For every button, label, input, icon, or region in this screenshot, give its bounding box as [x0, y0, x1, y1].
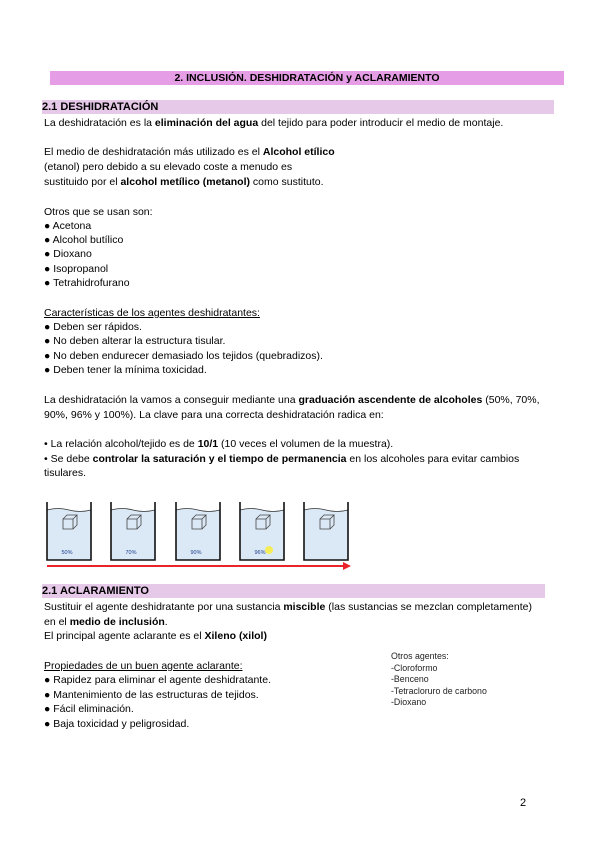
- arrow-head: [343, 562, 351, 570]
- graduation-line-1: La deshidratación la vamos a conseguir mediante una graduación ascendente de alcoholes (50%, 70%,: [44, 394, 540, 406]
- list-item: ● No deben alterar la estructura tisular.: [44, 335, 226, 347]
- list-item: ● Deben ser rápidos.: [44, 321, 142, 333]
- aclaramiento-line-2: en el medio de inclusión.: [44, 616, 168, 628]
- beaker-label: 96%: [254, 550, 266, 556]
- alcohol-fill: [304, 509, 348, 561]
- other-agents-note: [391, 651, 487, 709]
- list-item: ● No deben endurecer demasiado los tejidos (quebradizos).: [44, 350, 323, 362]
- beaker: [304, 502, 348, 560]
- list-item: ● Alcohol butílico: [44, 234, 124, 246]
- cursor-highlight: [265, 546, 273, 554]
- list-item: -Tetracloruro de carbono: [391, 685, 487, 696]
- list-item: ● Rapidez para eliminar el agente deshidratante.: [44, 674, 271, 686]
- beaker: [176, 502, 220, 560]
- saturation-line-2: tisulares.: [44, 467, 87, 479]
- list-item: ● Baja toxicidad y peligrosidad.: [44, 718, 190, 730]
- list-item: -Cloroformo: [391, 662, 438, 673]
- list-item: ● Mantenimiento de las estructuras de tejidos.: [44, 689, 259, 701]
- list-item: ● Tetrahidrofurano: [44, 277, 130, 289]
- section-heading-deshidratacion: 2.1 DESHIDRATACIÓN: [42, 100, 554, 114]
- list-item: ● Fácil eliminación.: [44, 703, 134, 715]
- ratio-bullet: • La relación alcohol/tejido es de 10/1 (10 veces el volumen de la muestra).: [44, 438, 394, 450]
- beaker: [47, 502, 91, 560]
- alcohol-line-3: sustituido por el alcohol metílico (metanol) como sustituto.: [44, 176, 324, 188]
- list-item: ● Isopropanol: [44, 263, 109, 275]
- list-item: ● Acetona: [44, 220, 92, 232]
- list-item: ● Deben tener la mínima toxicidad.: [44, 364, 207, 376]
- others-label: Otros que se usan son:: [44, 206, 153, 218]
- properties-title: Propiedades de un buen agente aclarante:: [44, 660, 243, 672]
- beaker-label: 50%: [61, 550, 73, 556]
- saturation-bullet: • Se debe controlar la saturación y el tiempo de permanencia en los alcoholes para evitar cambios: [44, 453, 520, 465]
- beaker: [240, 502, 284, 560]
- alcohol-line-2: (etanol) pero debido a su elevado coste a menudo es: [44, 161, 293, 173]
- graduation-line-2: 90%, 96% y 100%). La clave para una correcta deshidratación radica en:: [44, 409, 384, 421]
- list-item: ● Dioxano: [44, 248, 92, 260]
- characteristics-title: Características de los agentes deshidratantes:: [44, 307, 260, 319]
- page-number: 2: [520, 797, 527, 809]
- main-title: 2. INCLUSIÓN. DESHIDRATACIÓN y ACLARAMIENTO: [50, 71, 564, 85]
- beaker-label: 90%: [190, 550, 202, 556]
- beaker: [111, 502, 155, 560]
- other-agents-title: Otros agentes:: [391, 651, 449, 661]
- intro-paragraph: La deshidratación es la eliminación del agua del tejido para poder introducir el medio de montaje.: [44, 117, 504, 129]
- beaker-label: 70%: [125, 550, 137, 556]
- list-item: -Dioxano: [391, 697, 427, 708]
- alcohol-line-1: El medio de deshidratación más utilizado es el Alcohol etílico: [44, 146, 335, 158]
- aclaramiento-line-3: El principal agente aclarante es el Xileno (xilol): [44, 630, 267, 642]
- section-heading-aclaramiento: 2.1 ACLARAMIENTO: [42, 584, 545, 598]
- aclaramiento-line-1: Sustituir el agente deshidratante por una sustancia miscible (las sustancias se mezclan completamente): [44, 601, 532, 613]
- list-item: -Benceno: [391, 674, 429, 685]
